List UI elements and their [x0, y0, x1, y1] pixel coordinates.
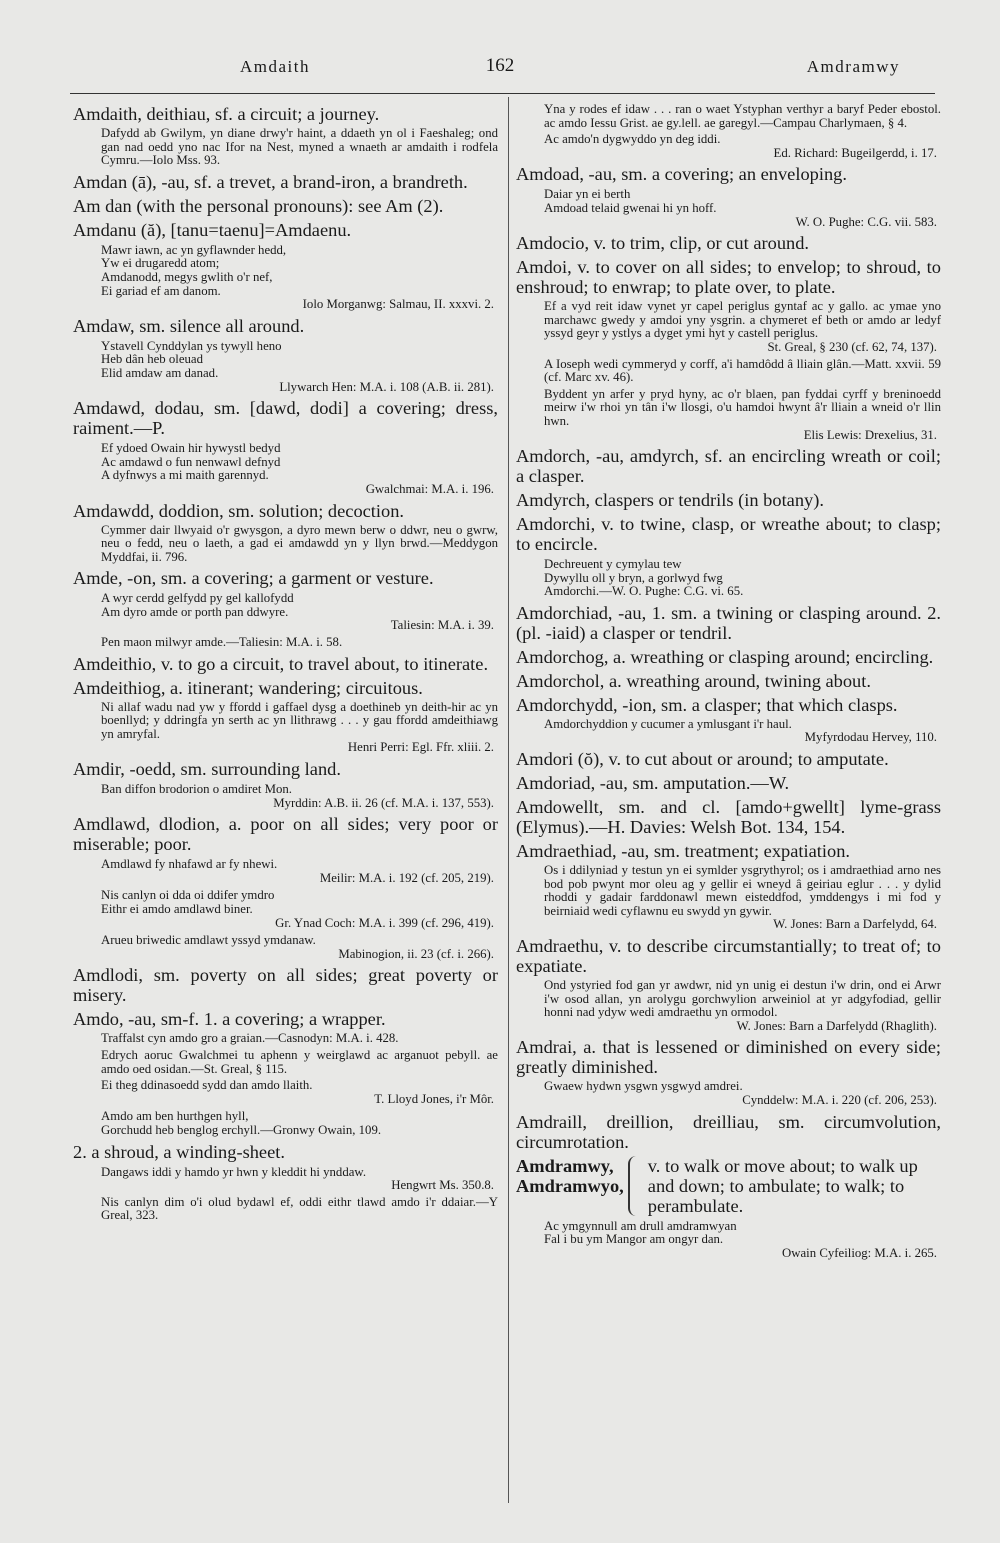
entry-headword: Amdoi, v. to cover on all sides; to envelop; to shroud, to enshroud; to enwrap; to plate over, to plate.: [516, 257, 941, 298]
entry-example: Dafydd ab Gwilym, yn diane drwy'r haint, a ddaeth yn ol i Faeshaleg; ond gan nad oedd yno nac Ifor na Nest, myned a wnaeth ar amdaith i rodfela Cymru.—Iolo Mss. 93.: [101, 126, 498, 168]
entry-example: Cymmer dair llwyaid o'r gwysgon, a dyro mewn berw o ddwr, neu o gwrw, neu o fedd, neu o laeth, a gad ei amdawdd yn y llyn brwd.—Meddygon Myddfai, ii. 796.: [101, 522, 498, 564]
entry-citation: Ed. Richard: Bugeilgerdd, i. 17.: [773, 145, 937, 160]
headword-variant: Amdramwyo,: [516, 1175, 624, 1196]
entry-headword: Amdori (ŏ), v. to cut about or around; to amputate.: [516, 749, 889, 770]
entry-citation: Henri Perri: Egl. Ffr. xliii. 2.: [347, 740, 494, 755]
entry-citation: Owain Cyfeiliog: M.A. i. 265.: [782, 1245, 937, 1260]
running-head-right: Amdramwy: [806, 57, 900, 76]
entry-headword: Amdrai, a. that is lessened or diminished on every side; greatly diminished.: [516, 1037, 941, 1078]
entry-citation: Hengwrt Ms. 350.8.: [391, 1178, 494, 1193]
entry-headword: Amdeithio, v. to go a circuit, to travel about, to itinerate.: [73, 653, 489, 674]
entry-citation: Cynddelw: M.A. i. 220 (cf. 206, 253).: [742, 1093, 937, 1107]
verse-line: Arueu briwedic amdlawt yssyd ymdanaw.: [101, 933, 316, 948]
entry-example: A Ioseph wedi cymmeryd y corff, a'i hamdôdd â lliain glân.—Matt. xxvii. 59 (cf. Marc xv. 46).: [544, 356, 941, 385]
entry-example: Ei theg ddinasoedd sydd dan amdo llaith.: [101, 1078, 313, 1093]
entry-example: Ni allaf wadu nad yw y ffordd i gaffael dysg a doethineb yn deith-hir ac yn boenllyd; y ddringfa yn serth ac yn llithrawg . . . y gau ffordd amdeithiawg yn amryfal.: [101, 699, 498, 741]
verse-line: A wyr cerdd gelfydd py gel kallofydd: [101, 591, 294, 606]
column-divider: [508, 97, 509, 1503]
verse-quotation: [73, 340, 498, 381]
entry-headword: Amdlodi, sm. poverty on all sides; great poverty or misery.: [73, 965, 498, 1006]
entry-headword: Amdaw, sm. silence all around.: [73, 315, 305, 336]
entry-citation: W. O. Pughe: C.G. vii. 583.: [795, 214, 937, 229]
entry-example: Traffalst cyn amdo gro a graian.—Casnodyn: M.A. i. 428.: [101, 1031, 399, 1046]
verse-quotation: [73, 934, 498, 948]
entry-headword: Amdorchog, a. wreathing or clasping around; encircling.: [516, 646, 934, 667]
verse-line: Gorchudd heb benglog erchyll.—Gronwy Owain, 109.: [101, 1122, 382, 1137]
verse-line: Ef ydoed Owain hir hywystl bedyd: [101, 441, 281, 456]
entry-headword: Am dan (with the personal pronouns): see Am (2).: [73, 195, 444, 216]
verse-line: Ei gariad ef am danom.: [101, 283, 221, 298]
entry-citation: Elis Lewis: Drexelius, 31.: [803, 427, 937, 442]
verse-line: Fal i bu ym Mangor am ongyr dan.: [544, 1232, 724, 1247]
page-header: [70, 57, 930, 83]
entry-example: Ond ystyried fod gan yr awdwr, nid yn unig ei destun i'w drin, ond ei Arwr i'w osod allan, yn arolygu gorchwylion arweiniol at yr adgyfodiad, gellir honni nad ydyw wedi amdraethu yn ormodol.: [544, 978, 941, 1020]
entry-headword-group: [516, 1156, 941, 1216]
verse-line: Amdo am ben hurthgen hyll,: [101, 1109, 249, 1124]
entry-example: Os i ddilyniad y testun yn ei symlder ysgrythyrol; os i amdraethiad arno nes bod pob pwynt mor oleu ag y gellir ei wneyd â geiriau eglur . . . y dylid rhoddi y gadair farddonawl mewn eisteddfod, ymddengys i mi fod y beirniaid wedi cyflawnu eu swydd yn gywir.: [544, 863, 941, 918]
verse-line: Mawr iawn, ac yn gyflawnder hedd,: [101, 242, 287, 257]
right-column: [516, 100, 941, 1528]
entry-citation: Gr. Ynad Coch: M.A. i. 399 (cf. 296, 419).: [275, 915, 494, 930]
entry-citation: Llywarch Hen: M.A. i. 108 (A.B. ii. 281).: [279, 379, 494, 394]
headword-variant: Amdramwy,: [516, 1155, 614, 1176]
verse-quotation: [73, 244, 498, 298]
verse-quotation: [73, 783, 498, 797]
entry-headword: Amdorchiad, -au, 1. sm. a twining or clasping around. 2. (pl. -iaid) a clasper or tendril.: [516, 602, 941, 643]
entry-headword: Amdanu (ă), [tanu=taenu]=Amdaenu.: [73, 219, 352, 240]
entry-headword: Amdorchi, v. to twine, clasp, or wreathe about; to clasp; to encircle.: [516, 514, 941, 555]
verse-quotation: [73, 1166, 498, 1180]
entry-headword: Amdorchydd, -ion, sm. a clasper; that which clasps.: [516, 694, 898, 715]
entry-headword: Amdorchol, a. wreathing around, twining about.: [516, 670, 871, 691]
entry-headword: 2. a shroud, a winding-sheet.: [73, 1141, 285, 1162]
entry-example: Gwaew hydwn ysgwn ysgwyd amdrei.: [544, 1079, 743, 1094]
left-column: [73, 100, 498, 1528]
entry-citation: Gwalchmai: M.A. i. 196.: [365, 481, 494, 496]
verse-quotation: [516, 1220, 941, 1247]
header-rule: [70, 93, 935, 94]
verse-quotation: [73, 1110, 498, 1137]
page-number: 162: [485, 55, 515, 76]
verse-quotation: [73, 592, 498, 619]
verse-line: Daiar yn ei berth: [544, 187, 631, 202]
entry-headword: Amdawd, dodau, sm. [dawd, dodi] a covering; dress, raiment.—P.: [73, 398, 498, 439]
entry-headword: Amdawdd, doddion, sm. solution; decoction.: [73, 500, 405, 521]
entry-citation: Meilir: M.A. i. 192 (cf. 205, 219).: [319, 870, 494, 885]
verse-line: Dechreuent y cymylau tew: [544, 557, 682, 572]
entry-headword: Amdoriad, -au, sm. amputation.—W.: [516, 773, 790, 794]
headword-variants: [516, 1156, 624, 1216]
verse-line: Am dyro amde or porth pan ddwyre.: [101, 604, 289, 619]
verse-line: Dangaws iddi y hamdo yr hwn y kleddit hi ynddaw.: [101, 1164, 367, 1179]
entry-headword: Amdowellt, sm. and cl. [amdo+gwellt] lyme-grass (Elymus).—H. Davies: Welsh Bot. 134, 154.: [516, 797, 941, 838]
entry-example: Yna y rodes ef idaw . . . ran o waet Ystyphan verthyr a baryf Peder ebostol. ac amdo Iessu Grist. ae gy.lell. ae garegyl.—Campau Charlymaen, § 4.: [544, 102, 941, 130]
verse-line: Ystavell Cynddylan ys tywyll heno: [101, 338, 282, 353]
entry-citation: Iolo Morganwg: Salmau, II. xxxvi. 2.: [302, 297, 494, 312]
entry-example: Nis canlyn dim o'i olud bydawl ef, oddi eithr tlawd amdo i'r ddaiar.—Y Greal, 323.: [101, 1194, 498, 1223]
entry-headword: Amdraill, dreillion, dreilliau, sm. circumvolution, circumrotation.: [516, 1111, 941, 1152]
entry-citation: T. Lloyd Jones, i'r Môr.: [374, 1091, 494, 1106]
verse-quotation: [73, 442, 498, 483]
entry-headword: Amdraethu, v. to describe circumstantially; to treat of; to expatiate.: [516, 936, 941, 977]
entry-headword: Amdorch, -au, amdyrch, sf. an encircling wreath or coil; a clasper.: [516, 446, 941, 487]
verse-line: Amdoad telaid gwenai hi yn hoff.: [544, 200, 717, 215]
entry-citation: Myrddin: A.B. ii. 26 (cf. M.A. i. 137, 553).: [273, 795, 494, 810]
entry-headword: Amdraethiad, -au, sm. treatment; expatiation.: [516, 841, 850, 862]
running-head-left: Amdaith: [240, 57, 310, 76]
verse-line: Nis canlyn oi dda oi ddifer ymdro: [101, 888, 275, 903]
brace-mark: [628, 1156, 644, 1216]
entry-headword: Amdaith, deithiau, sf. a circuit; a journey.: [73, 104, 380, 124]
entry-headword: Amdocio, v. to trim, clip, or cut around.: [516, 233, 810, 254]
verse-line: Ac ymgynnull am drull amdramwyan: [544, 1218, 737, 1233]
entry-example: Ef a vyd reit idaw vynet yr capel periglus gyntaf ac y gallo. ac ymae yno marchawc gwedy y amdoi yny ysgrin. a chymeret ef beth or amdo ar ledyf yssyd geyr y ystlys a dyget ymi hyt y castell periglus.: [544, 299, 941, 341]
entry-citation: Mabinogion, ii. 23 (cf. i. 266).: [338, 946, 494, 961]
entry-citation: W. Jones: Barn a Darfelydd, 64.: [773, 917, 937, 932]
verse-line: Amdanodd, megys gwlith o'r nef,: [101, 269, 273, 284]
verse-line: Amdorchi.—W. O. Pughe: C.G. vi. 65.: [544, 584, 744, 599]
entry-headword: Amdan (ā), -au, sf. a trevet, a brand-iron, a brandreth.: [73, 171, 468, 192]
verse-quotation: [516, 188, 941, 215]
verse-line: Eithr ei amdo amdlawd biner.: [101, 902, 253, 916]
entry-example: Pen maon milwyr amde.—Taliesin: M.A. i. 58.: [101, 635, 343, 650]
entry-headword: Amdyrch, claspers or tendrils (in botany).: [516, 490, 824, 511]
entry-example: Edrych aoruc Gwalchmei tu aphenn y weirglawd ac arganuot pebyll. ae amdo oed osidan.—St. Greal, § 115.: [101, 1047, 498, 1076]
verse-line: Dywyllu oll y bryn, a gorlwyd fwg: [544, 570, 723, 585]
entry-headword: Amdir, -oedd, sm. surrounding land.: [73, 759, 341, 780]
verse-line: A dyfnwys a mi maith garennyd.: [101, 468, 269, 483]
verse-line: Yw ei drugaredd atom;: [101, 256, 220, 271]
entry-example: Ac amdo'n dygwyddo yn deg iddi.: [544, 132, 721, 147]
verse-line: Ac amdawd o fun nenwawl defnyd: [101, 454, 281, 469]
entry-example: Byddent yn arfer y pryd hyny, ac o'r blaen, pan fyddai cyrff y breninoedd meirw i'w rhoi yn tân i'w llosgi, o'u hamdoi hwynt â'r lliain a wneid o'r llin hwn.: [544, 386, 941, 428]
entry-definition: v. to walk or move about; to walk up and down; to ambulate; to walk; to perambulate.: [647, 1155, 918, 1216]
entry-citation: Myfyrdodau Hervey, 110.: [804, 730, 937, 745]
verse-line: Heb dân heb oleuad: [101, 352, 203, 367]
verse-quotation: [73, 858, 498, 872]
verse-line: Amdlawd fy nhafawd ar fy nhewi.: [101, 857, 278, 872]
entry-headword: Amdeithiog, a. itinerant; wandering; circuitous.: [73, 677, 423, 698]
verse-quotation: [516, 558, 941, 599]
entry-example: Amdorchyddion y cucumer a ymlusgant i'r haul.: [544, 716, 792, 731]
entry-headword: Amdo, -au, sm-f. 1. a covering; a wrapper.: [73, 1009, 386, 1030]
verse-quotation: [73, 889, 498, 916]
verse-line: Elid amdaw am danad.: [101, 365, 219, 380]
entry-headword: Amde, -on, sm. a covering; a garment or vesture.: [73, 568, 434, 589]
entry-citation: Taliesin: M.A. i. 39.: [390, 618, 494, 633]
entry-citation: W. Jones: Barn a Darfelydd (Rhaglith).: [736, 1018, 937, 1033]
verse-line: Ban diffon brodorion o amdiret Mon.: [101, 782, 292, 797]
entry-headword: Amdoad, -au, sm. a covering; an enveloping.: [516, 164, 847, 185]
entry-citation: St. Greal, § 230 (cf. 62, 74, 137).: [767, 339, 937, 354]
entry-headword: Amdlawd, dlodion, a. poor on all sides; very poor or miserable; poor.: [73, 814, 498, 855]
